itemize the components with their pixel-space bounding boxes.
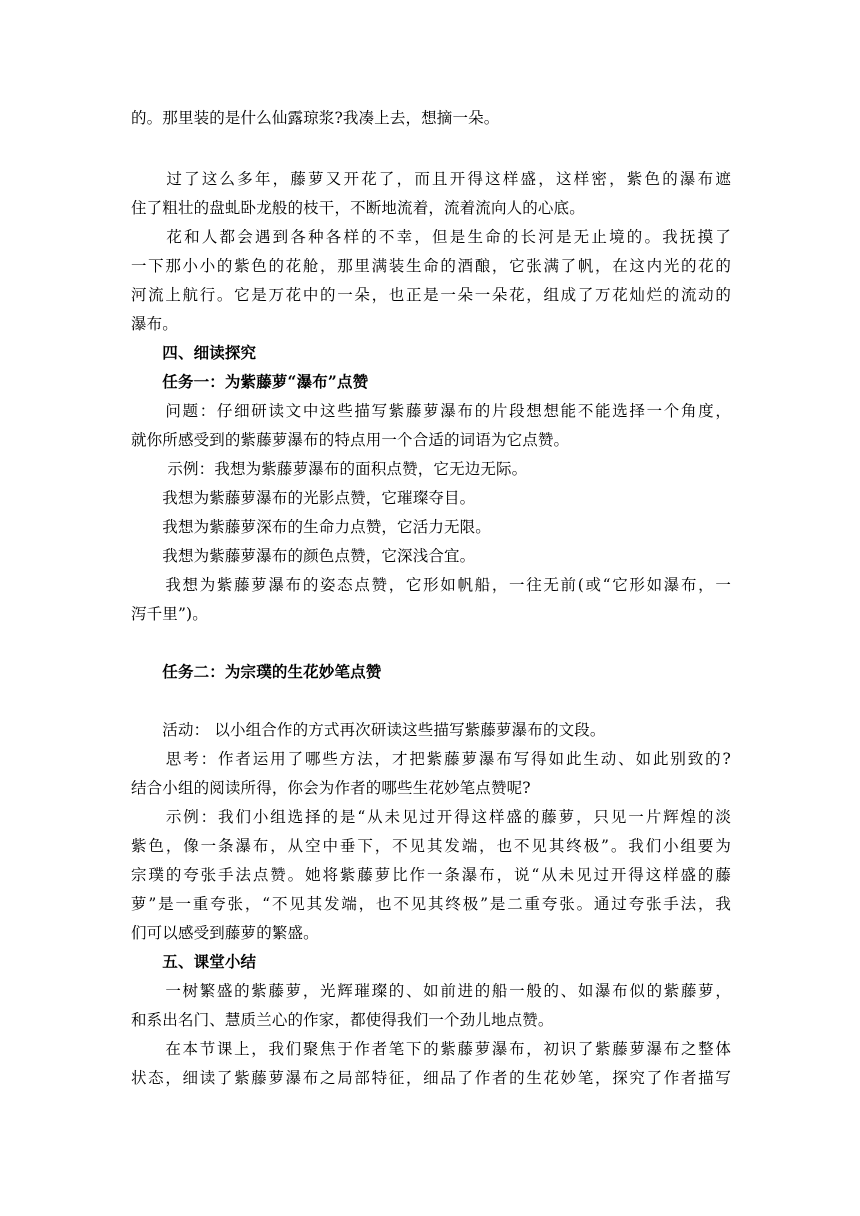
- text-line: 瀑布。: [131, 315, 178, 333]
- text-line: 的。那里装的是什么仙露琼浆?我凑上去，想摘一朵。: [131, 109, 500, 127]
- text-line: 们可以感受到藤萝的繁盛。: [131, 924, 319, 942]
- text-line: 就你所感受到的紫藤萝瀑布的特点用一个合适的词语为它点赞。: [131, 431, 570, 449]
- text-line: 和系出名门、慧质兰心的作家，都使得我们一个劲儿地点赞。: [131, 1011, 554, 1029]
- text-line: 宗璞的夸张手法点赞。她将紫藤萝比作一条瀑布，说“从未见过开得这样盛的藤: [131, 866, 731, 884]
- text-line: 我想为紫藤萝瀑布的颜色点赞，它深浅合宜。: [131, 547, 476, 565]
- section-heading: 五、课堂小结: [131, 952, 257, 971]
- text-line: 一下那小小的紫色的花舱，那里满装生命的酒酿，它张满了帆，在这内光的花的: [131, 257, 731, 275]
- text-line: 在本节课上，我们聚焦于作者笔下的紫藤萝瀑布，初识了紫藤萝瀑布之整体: [131, 1040, 731, 1058]
- text-line: 问题：仔细研读文中这些描写紫藤萝瀑布的片段想想能不能选择一个角度，: [131, 402, 731, 420]
- text-line: 示例：我想为紫藤萝瀑布的面积点赞，它无边无际。: [131, 460, 528, 478]
- text-line: 示例：我们小组选择的是“从未见过开得这样盛的藤萝，只见一片辉煌的淡: [131, 808, 731, 826]
- text-line: 河流上航行。它是万花中的一朵，也正是一朵一朵花，组成了万花灿烂的流动的: [131, 286, 731, 304]
- text-line: 紫色，像一条瀑布，从空中垂下，不见其发端，也不见其终极”。我们小组要为: [131, 837, 731, 855]
- text-line: 状态，细读了紫藤萝瀑布之局部特征，细品了作者的生花妙笔，探究了作者描写: [131, 1069, 731, 1087]
- text-line: 泻千里”)。: [131, 605, 208, 623]
- text-line: 我想为紫藤萝瀑布的姿态点赞，它形如帆船，一往无前(或“它形如瀑布，一: [131, 576, 731, 594]
- text-line: 过了这么多年，藤萝又开花了，而且开得这样盛，这样密，紫色的瀑布遮: [131, 170, 731, 188]
- text-line: 活动： 以小组合作的方式再次研读这些描写紫藤萝瀑布的文段。: [131, 721, 606, 739]
- text-line: 我想为紫藤萝瀑布的光影点赞，它璀璨夺目。: [131, 489, 476, 507]
- text-line: 思考：作者运用了哪些方法，才把紫藤萝瀑布写得如此生动、如此别致的?: [131, 750, 731, 768]
- text-line: 我想为紫藤萝深布的生命力点赞，它活力无限。: [131, 518, 491, 536]
- text-line: 一树繁盛的紫藤萝，光辉璀璨的、如前进的船一般的、如瀑布似的紫藤萝，: [131, 982, 731, 1000]
- section-heading: 四、细读探究: [131, 343, 257, 362]
- text-line: 住了粗壮的盘虬卧龙般的枝干，不断地流着，流着流向人的心底。: [131, 199, 585, 217]
- text-line: 萝”是一重夸张，“不见其发端，也不见其终极”是二重夸张。通过夸张手法，我: [131, 895, 731, 913]
- task-heading: 任务一：为紫藤萝“瀑布”点赞: [131, 372, 369, 391]
- text-line: 结合小组的阅读所得，你会为作者的哪些生花妙笔点赞呢?: [131, 779, 531, 797]
- task-heading: 任务二：为宗璞的生花妙笔点赞: [131, 662, 382, 681]
- text-line: 花和人都会遇到各种各样的不幸，但是生命的长河是无止境的。我抚摸了: [131, 228, 731, 246]
